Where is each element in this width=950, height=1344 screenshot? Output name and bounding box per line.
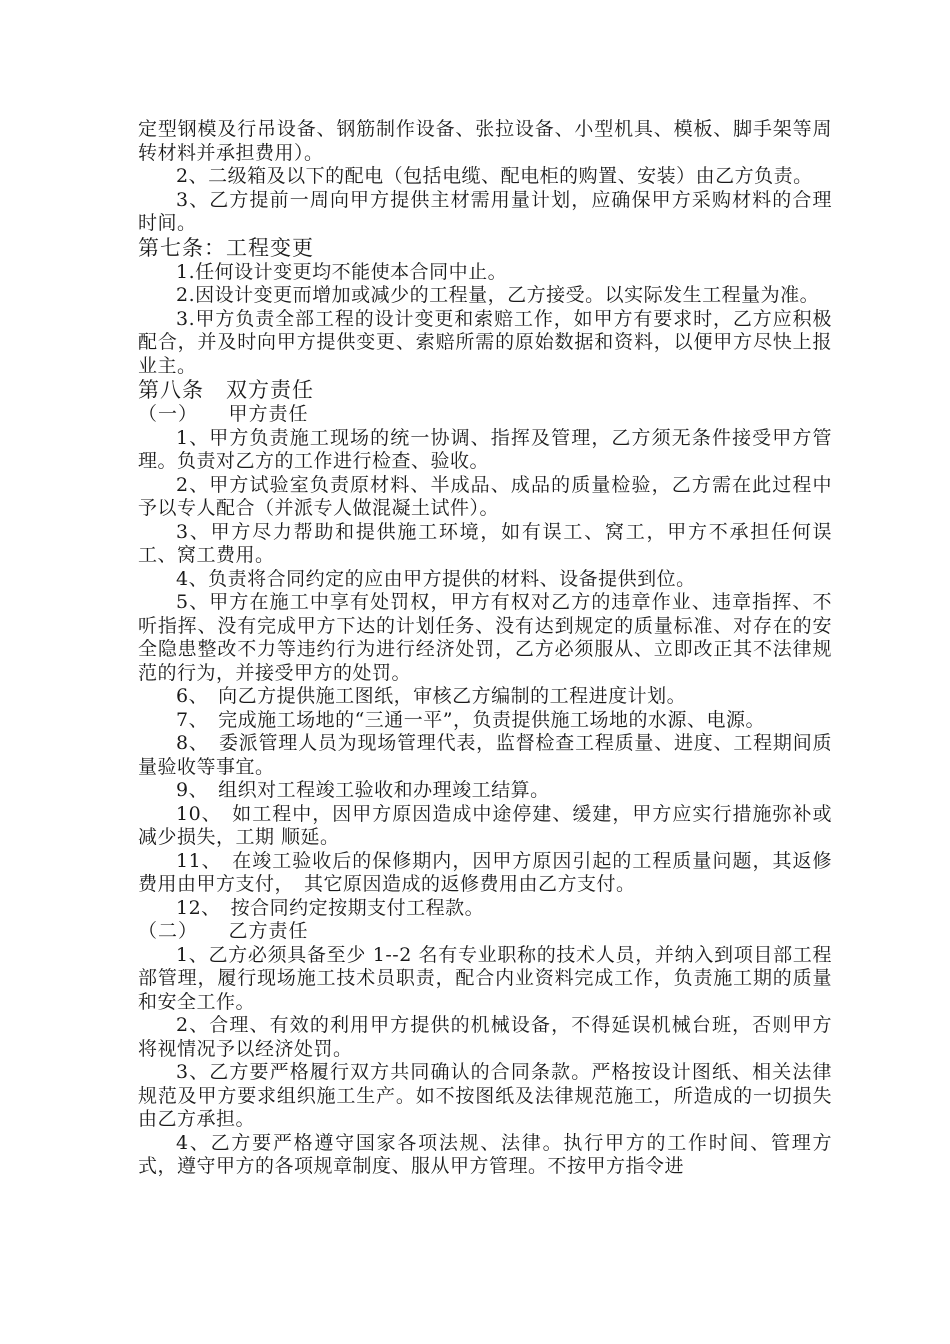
body-paragraph: 3、乙方要严格履行双方共同确认的合同条款。严格按设计图纸、相关法律规范及甲方要求组织施工生产。如不按图纸及法律规范施工，所造成的一切损失由乙方承担。 xyxy=(138,1061,832,1130)
body-paragraph: 1、甲方负责施工现场的统一协调、指挥及管理，乙方须无条件接受甲方管理。负责对乙方的工作进行检查、验收。 xyxy=(138,426,832,472)
body-paragraph: 10、 如工程中，因甲方原因造成中途停建、缓建，甲方应实行措施弥补或减少损失，工期 顺延。 xyxy=(138,802,832,848)
body-paragraph: 6、 向乙方提供施工图纸，审核乙方编制的工程进度计划。 xyxy=(176,685,687,707)
section-heading: 第八条 双方责任 xyxy=(138,378,314,402)
body-paragraph: 3、乙方提前一周向甲方提供主材需用量计划，应确保甲方采购材料的合理时间。 xyxy=(138,188,832,234)
body-paragraph: 1、乙方必须具备至少 1--2 名有专业职称的技术人员，并纳入到项目部工程部管理，履行现场施工技术员职责，配合内业资料完成工作，负责施工期的质量和安全工作。 xyxy=(138,943,832,1013)
subsection-heading: （一） 甲方责任 xyxy=(138,403,309,425)
document-body xyxy=(138,118,832,1179)
body-paragraph: 3.甲方负责全部工程的设计变更和索赔工作，如甲方有要求时，乙方应积极配合，并及时向甲方提供变更、索赔所需的原始数据和资料，以便甲方尽快上报业主。 xyxy=(138,307,832,377)
body-paragraph: 11、 在竣工验收后的保修期内，因甲方原因引起的工程质量问题，其返修费用由甲方支付， 其它原因造成的返修费用由乙方支付。 xyxy=(138,849,832,895)
body-paragraph: 9、 组织对工程竣工验收和办理竣工结算。 xyxy=(176,779,550,801)
body-paragraph: 2、甲方试验室负责原材料、半成品、成品的质量检验，乙方需在此过程中予以专人配合（并派专人做混凝土试件）。 xyxy=(138,473,832,519)
body-paragraph: 2、合理、有效的利用甲方提供的机械设备，不得延误机械台班，否则甲方将视情况予以经济处罚。 xyxy=(138,1014,832,1060)
section-heading: 第七条：工程变更 xyxy=(138,235,314,260)
body-paragraph: 7、 完成施工场地的“三通一平”，负责提供施工场地的水源、电源。 xyxy=(176,708,766,731)
body-paragraph: 1.任何设计变更均不能使本合同中止。 xyxy=(176,260,508,283)
body-paragraph: 8、 委派管理人员为现场管理代表，监督检查工程质量、进度、工程期间质量验收等事宜。 xyxy=(138,732,832,778)
body-paragraph: 3、甲方尽力帮助和提供施工环境，如有误工、窝工，甲方不承担任何误工、窝工费用。 xyxy=(138,520,832,566)
body-paragraph: 4、乙方要严格遵守国家各项法规、法律。执行甲方的工作时间、管理方式，遵守甲方的各项规章制度、服从甲方管理。不按甲方指令进 xyxy=(138,1131,832,1177)
body-paragraph: 4、负责将合同约定的应由甲方提供的材料、设备提供到位。 xyxy=(176,567,696,590)
body-paragraph: 12、 按合同约定按期支付工程款。 xyxy=(176,896,485,919)
body-paragraph: 2、二级箱及以下的配电（包括电缆、配电柜的购置、安装）由乙方负责。 xyxy=(176,165,813,187)
body-paragraph: 定型钢模及行吊设备、钢筋制作设备、张拉设备、小型机具、模板、脚手架等周转材料并承担费用）。 xyxy=(138,118,832,164)
body-paragraph: 5、甲方在施工中享有处罚权，甲方有权对乙方的违章作业、违章指挥、不听指挥、没有完成甲方下达的计划任务、没有达到规定的质量标准、对存在的安全隐患整改不力等违约行为进行经济处罚，乙方必须服从、立即改正其不法律规范的行为，并接受甲方的处罚。 xyxy=(138,591,832,684)
subsection-heading: （二） 乙方责任 xyxy=(138,920,309,942)
body-paragraph: 2.因设计变更而增加或减少的工程量，乙方接受。以实际发生工程量为准。 xyxy=(176,284,820,306)
